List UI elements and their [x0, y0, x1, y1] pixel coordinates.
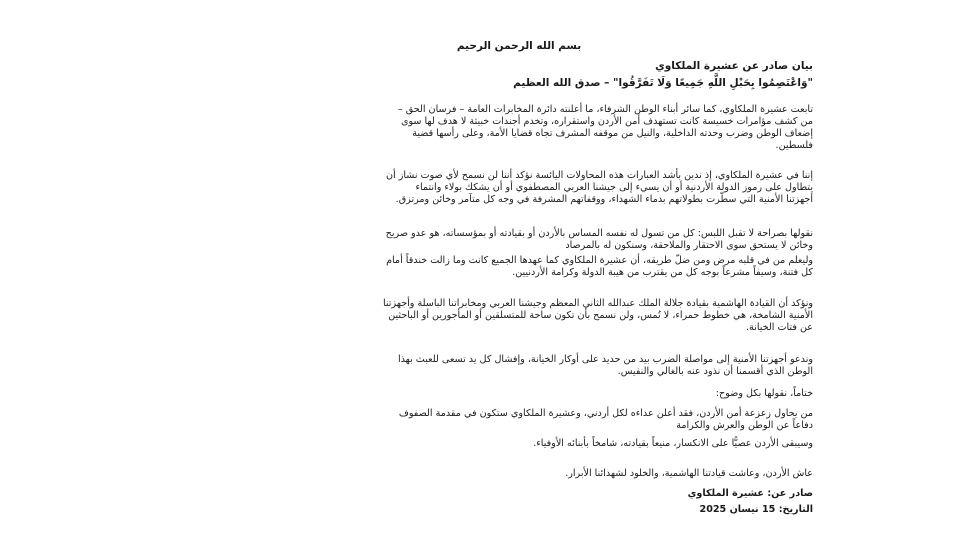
paragraph-1-line-3: إضعاف الوطن وضرب وحدته الداخلية، والنيل من موقفه المشرف تجاه قضايا الأمة، وعلى رأسها قضية	[412, 128, 813, 139]
paragraph-2-line-2: يتطاول على رموز الدولة الأردنية أو أن يسيء إلى جيشنا العربي المصطفوي أو أن يشكك بولاء وانتماء	[415, 182, 813, 193]
paragraph-5-line-1: ونؤكد أن القيادة الهاشمية بقيادة جلالة الملك عبدالله الثاني المعظم وجيشنا العربي ومخابراتنا الباسلة وأجهزتنا	[382, 298, 813, 309]
paragraph-5-line-3: عن فتات الخيانة.	[745, 322, 813, 333]
paragraph-5-line-2: الأمنية الشامخة، هي خطوط حمراء، لا تُمس، ولن نسمح بأن تكون ساحة للمتسلقين أو المأجورين أو الباحثين	[388, 310, 813, 321]
paragraph-2-line-3: أجهزتنا الأمنية التي سطّرت بطولاتهم بدماء الشهداء، ووقفاتهم المشرفة في وجه كل متآمر وخائن ومرتزق.	[395, 194, 813, 205]
closing-1-line-1: من يحاول زعزعة أمن الأردن، فقد أعلن عداءه لكل أردني، وعشيرة الملكاوي ستكون في مقدمة الصفوف	[398, 408, 813, 419]
statement-title: بيان صادر عن عشيرة الملكاوي	[655, 60, 813, 72]
closing-2: وسيبقى الأردن عصيًّا على الانكسار، منيعاً بقيادته، شامخاً بأبنائه الأوفياء.	[533, 438, 813, 449]
paragraph-6-line-2: الوطن الذي أقسمنا أن نذود عنه بالغالي والنفيس.	[617, 366, 813, 377]
paragraph-3-line-2: وخائن لا يستحق سوى الاحتقار والملاحقة، وسنكون له بالمرصاد	[565, 240, 813, 251]
paragraph-2-line-1: إننا في عشيرة الملكاوي، إذ ندين بأشد العبارات هذه المحاولات اليائسة نؤكد أننا لن نسمح لأي صوت نشاز أن	[385, 170, 813, 181]
quran-verse: "وَاعْتَصِمُوا بِحَبْلِ اللَّهِ جَمِيعًا وَلَا تَفَرَّقُوا" – صدق الله العظيم	[513, 77, 813, 89]
issued-by: صادر عن: عشيرة الملكاوي	[687, 488, 813, 499]
paragraph-4-line-1: وليعلم من في قلبه مرض ومن ضلّ طريقه، أن عشيرة الملكاوي كما عهدها الجميع كانت وما زالت خندقاً أمام	[386, 255, 813, 266]
paragraph-1-line-2: من كشف مؤامرات خسيسة كانت تستهدف أمن الأردن واستقراره، وتخدم أجندات خبيثة لا هدف لها سوى	[400, 116, 813, 127]
statement-document	[145, 0, 813, 538]
paragraph-3-line-1: نقولها بصراحة لا تقبل اللبس: كل من تسول له نفسه المساس بالأردن أو بقيادته أو بمؤسساته، هو عدو صريح	[385, 228, 813, 239]
paragraph-1-line-4: فلسطين.	[775, 140, 813, 151]
paragraph-4-line-2: كل فتنة، وسيفاً مشرعاً بوجه كل من يقترب من هيبة الدولة وكرامة الأردنيين.	[512, 267, 813, 278]
paragraph-6-line-1: وندعو أجهزتنا الأمنية إلى مواصلة الضرب بيد من حديد على أوكار الخيانة، وإفشال كل يد تسعى للعبث بهذا	[397, 354, 813, 365]
long-live-line: عاش الأردن، وعاشت قيادتنا الهاشمية، والخلود لشهدائنا الأبرار.	[565, 468, 813, 479]
basmala: بسم الله الرحمن الرحيم	[456, 40, 582, 52]
statement-date: التاريخ: 15 نيسان 2025	[699, 504, 813, 515]
closing-1-line-2: دفاعاً عن الوطن والعرش والكرامة	[676, 420, 813, 431]
paragraph-1-line-1: تابعت عشيرة الملكاوي، كما سائر أبناء الوطن الشرفاء، ما أعلنته دائرة المخابرات العامة – فرسان الحق –	[397, 104, 813, 115]
closing-intro: ختاماً، نقولها بكل وضوح:	[715, 388, 813, 399]
